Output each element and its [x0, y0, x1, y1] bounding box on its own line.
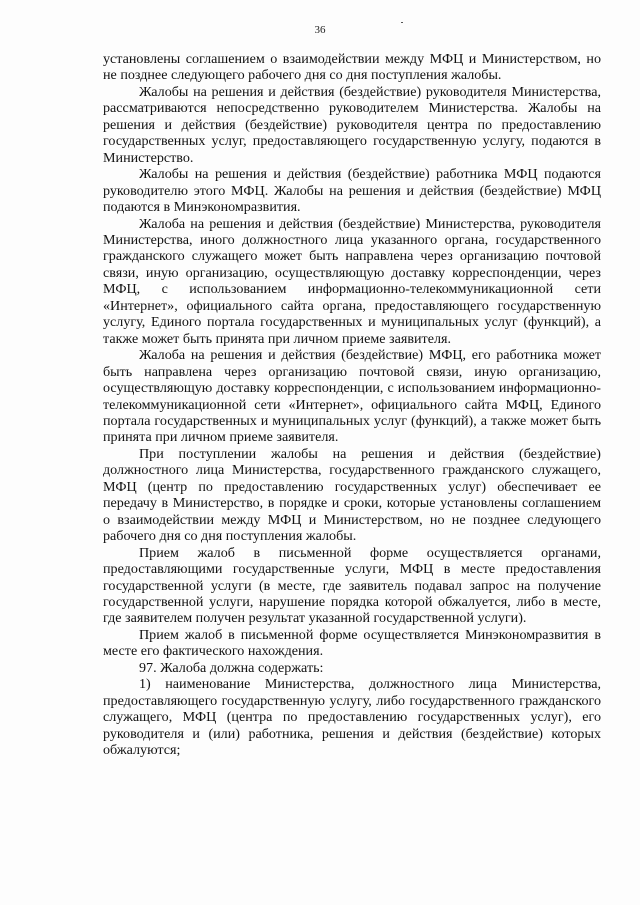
list-item: 1) наименование Министерства, должностного лица Министерства, предоставляющего государственную услугу, либо государственного гражданского служащего, МФЦ (центра по предоставлению государственных услуг), его руководителя и (или) работника, решения и действия (бездействие) которых обжалуются; — [103, 676, 601, 759]
scan-speck — [401, 22, 403, 23]
paragraph: Прием жалоб в письменной форме осуществляется Минэкономразвития в месте его фактического нахождения. — [103, 626, 601, 660]
paragraph: Жалобы на решения и действия (бездействие) работника МФЦ подаются руководителю этого МФЦ. Жалобы на решения и действия (бездействие) МФЦ подаются в Минэкономразвития. — [103, 166, 601, 216]
clause-heading: 97. Жалоба должна содержать: — [139, 659, 324, 676]
paragraph: Прием жалоб в письменной форме осуществляется органами, предоставляющими государственные услуги, МФЦ в месте предоставления государственной услуги (в месте, где заявитель подавал запрос на получение государственной услуги, нарушение порядка которой обжалуется, либо в месте, где заявителем получен результат указанной государственной услуги). — [103, 544, 601, 627]
paragraph: При поступлении жалобы на решения и действия (бездействие) должностного лица Министерства, государственного гражданского служащего, МФЦ (центр по предоставлению государственных услуг) обеспечивает ее передачу в Министерство, в порядке и сроки, которые установлены соглашением о взаимодействии между МФЦ и Министерством, но не позднее следующего рабочего дня со дня поступления жалобы. — [103, 445, 601, 545]
paragraph: Жалобы на решения и действия (бездействие) руководителя Министерства, рассматриваются непосредственно руководителем Министерства. Жалобы на решения и действия (бездействие) руководителя центра по предоставлению государственных услуг, предоставляющего государственную услугу, подаются в Министерство. — [103, 83, 601, 166]
page-number: 36 — [314, 24, 326, 36]
document-body — [103, 51, 601, 758]
paragraph: Жалоба на решения и действия (бездействие) Министерства, руководителя Министерства, иного должностного лица указанного органа, государственного гражданского служащего может быть направлена через организацию почтовой связи, иную организацию, осуществляющую доставку корреспонденции, через МФЦ, с использованием информационно-телекоммуникационной сети «Интернет», официального сайта органа, предоставляющего государственную услугу, Единого портала государственных и муниципальных услуг (функций), а также может быть принята при личном приеме заявителя. — [103, 215, 601, 347]
paragraph: Жалоба на решения и действия (бездействие) МФЦ, его работника может быть направлена через организацию почтовой связи, иную организацию, осуществляющую доставку корреспонденции, с использованием информационно-телекоммуникационной сети «Интернет», официального сайта МФЦ, Единого портала государственных и муниципальных услуг (функций), а также может быть принята при личном приеме заявителя. — [103, 347, 601, 446]
paragraph-continuation: установлены соглашением о взаимодействии между МФЦ и Министерством, но не позднее следующего рабочего дня со дня поступления жалобы. — [103, 51, 601, 84]
